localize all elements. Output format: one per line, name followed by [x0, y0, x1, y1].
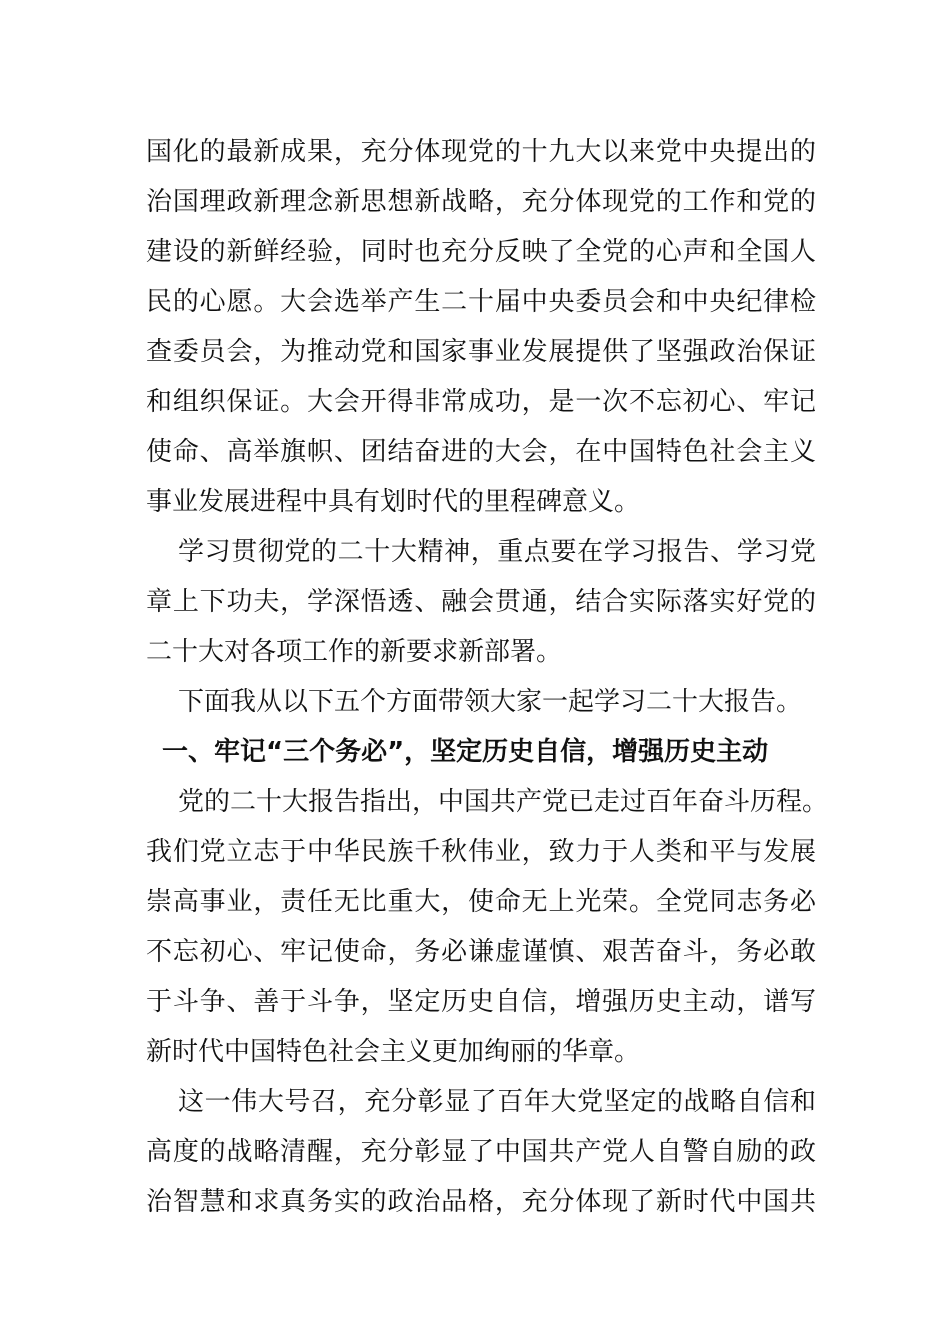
body-text-line: 章上下功夫，学深悟透、融会贯通，结合实际落实好党的 [146, 587, 816, 617]
paragraph-first-line: 学习贯彻党的二十大精神，重点要在学习报告、学习党 [178, 537, 816, 567]
body-text-line: 于斗争、善于斗争，坚定历史自信，增强历史主动，谱写 [146, 987, 816, 1017]
body-text-line: 不忘初心、牢记使命，务必谦虚谨慎、艰苦奋斗，务必敢 [146, 937, 816, 967]
body-text-line: 事业发展进程中具有划时代的里程碑意义。 [146, 487, 641, 517]
paragraph-first-line: 这一伟大号召，充分彰显了百年大党坚定的战略自信和 [178, 1087, 816, 1117]
body-text-line: 高度的战略清醒，充分彰显了中国共产党人自警自励的政 [146, 1137, 816, 1167]
body-text-line: 治国理政新理念新思想新战略，充分体现党的工作和党的 [146, 187, 816, 217]
body-text-line: 查委员会，为推动党和国家事业发展提供了坚强政治保证 [146, 337, 816, 367]
body-text-line: 二十大对各项工作的新要求新部署。 [146, 637, 563, 667]
body-text-line: 建设的新鲜经验，同时也充分反映了全党的心声和全国人 [146, 237, 816, 267]
body-text-line: 崇高事业，责任无比重大，使命无上光荣。全党同志务必 [146, 887, 816, 917]
body-text-line: 新时代中国特色社会主义更加绚丽的华章。 [146, 1037, 641, 1067]
body-text-line: 和组织保证。大会开得非常成功，是一次不忘初心、牢记 [146, 387, 816, 417]
body-text-line: 民的心愿。大会选举产生二十届中央委员会和中央纪律检 [146, 287, 816, 317]
body-text-line: 治智慧和求真务实的政治品格，充分体现了新时代中国共 [146, 1187, 816, 1217]
body-text-line: 使命、高举旗帜、团结奋进的大会，在中国特色社会主义 [146, 437, 816, 467]
body-text-line: 国化的最新成果，充分体现党的十九大以来党中央提出的 [146, 137, 816, 167]
body-text-line: 我们党立志于中华民族千秋伟业，致力于人类和平与发展 [146, 837, 816, 867]
paragraph-first-line: 下面我从以下五个方面带领大家一起学习二十大报告。 [178, 687, 803, 717]
paragraph-first-line: 党的二十大报告指出，中国共产党已走过百年奋斗历程。 [178, 787, 829, 817]
section-heading: 一、牢记“三个务必”，坚定历史自信，增强历史主动 [162, 737, 769, 767]
